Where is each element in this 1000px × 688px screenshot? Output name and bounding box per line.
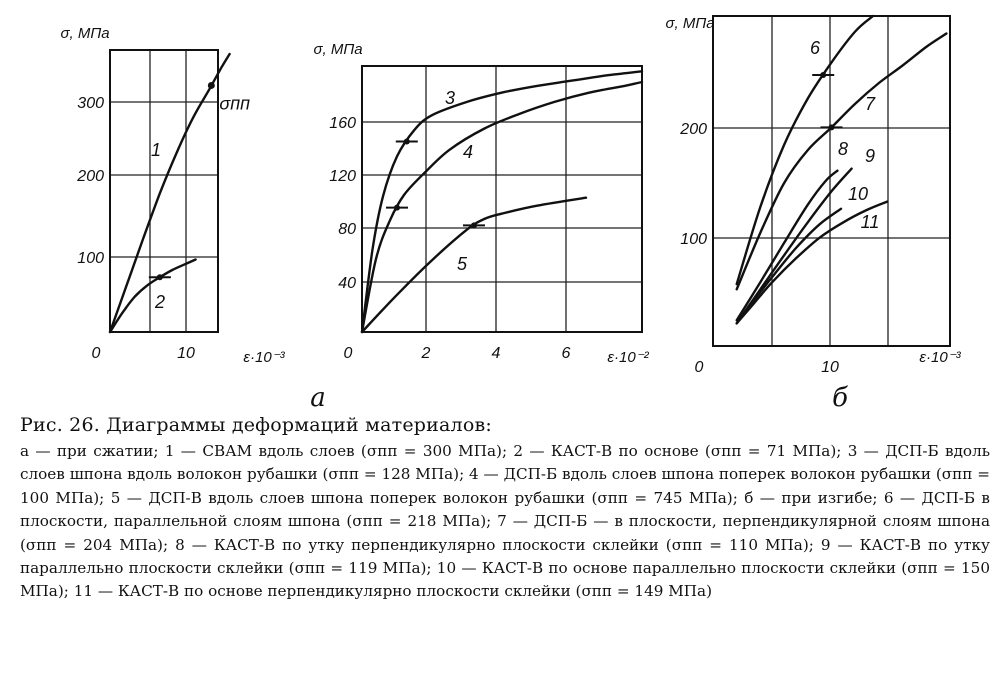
proportional-limit-marker: [208, 82, 215, 89]
series-curve-8: [737, 171, 838, 321]
series-label-4: 4: [462, 142, 474, 162]
limit-dot-7: [829, 124, 835, 130]
origin-label: 0: [694, 359, 704, 376]
series-curve-3: [362, 71, 642, 332]
series-label-1: 1: [150, 140, 162, 160]
series-label-5: 5: [456, 254, 468, 274]
series-label-7: 7: [864, 94, 876, 114]
series-curve-7: [737, 34, 947, 290]
annotation-label: σпп: [219, 93, 251, 114]
y-tick-label: 120: [329, 168, 356, 185]
series-label-3: 3: [444, 88, 456, 108]
y-axis-label: σ, МПа: [665, 15, 715, 32]
origin-label: 0: [343, 345, 353, 362]
limit-dot-4: [394, 205, 400, 211]
x-tick-label: 10: [177, 345, 195, 362]
y-tick-label: 100: [77, 250, 104, 267]
x-axis-label: ε·10⁻³: [243, 349, 285, 366]
series-label-10: 10: [847, 184, 869, 204]
y-tick-label: 80: [338, 221, 356, 238]
chart-panel-3: [665, 15, 961, 376]
panel-b-label: б: [832, 383, 848, 412]
series-label-11: 11: [860, 212, 880, 232]
series-label-8: 8: [837, 139, 849, 159]
series-label-9: 9: [864, 146, 876, 166]
series-label-6: 6: [809, 38, 821, 58]
y-tick-label: 300: [77, 95, 104, 112]
origin-label: 0: [91, 345, 101, 362]
y-axis-label: σ, МПа: [60, 25, 110, 42]
limit-dot-3: [404, 139, 410, 145]
x-tick-label: 4: [491, 345, 501, 362]
x-tick-label: 6: [561, 345, 571, 362]
chart-panel-1: [60, 25, 285, 366]
series-label-2: 2: [154, 292, 166, 312]
plot-frame: [713, 16, 950, 346]
x-axis-label: ε·10⁻²: [607, 349, 649, 366]
series-curve-6: [737, 16, 876, 284]
series-curve-5: [362, 198, 586, 332]
limit-dot-5: [471, 222, 477, 228]
figure-caption: [20, 414, 990, 604]
series-curve-1: [110, 54, 230, 332]
limit-dot-2: [157, 274, 163, 280]
y-tick-label: 40: [338, 275, 356, 292]
caption-title: Рис. 26. Диаграммы деформаций материалов:: [20, 414, 492, 436]
y-axis-label: σ, МПа: [313, 41, 363, 58]
caption-body: а — при сжатии; 1 — СВАМ вдоль слоев (σпп = 300 МПа); 2 — КАСТ-В по основе (σпп = 71 МПа); 3 — ДСП-Б вдоль слоев шпона вдоль волокон рубашки (σпп = 128 МПа); 4 — ДСП-Б вдоль слоев шпона поперек волокон рубашки (σпп = 100 МПа); 5 — ДСП-В вдоль слоев шпона поперек волокон рубашки (σпп = 745 МПа); б — при изгибе; 6 — ДСП-Б в плоскости, параллельной слоям шпона (σпп = 218 МПа); 7 — ДСП-Б — в плоскости, перпендикулярной слоям шпона (σпп = 204 МПа); 8 — КАСТ-В по утку перпендикулярно плоскости склейки (σпп = 110 МПа); 9 — КАСТ-В по утку параллельно плоскости склейки (σпп = 119 МПа); 10 — КАСТ-В по основе параллельно плоскости склейки (σпп = 150 МПа); 11 — КАСТ-В по основе перпендикулярно плоскости склейки (σпп = 149 МПа): [20, 442, 990, 601]
limit-dot-6: [820, 72, 826, 78]
x-tick-label: 10: [821, 359, 839, 376]
y-tick-label: 200: [680, 121, 707, 138]
y-tick-label: 100: [680, 231, 707, 248]
chart-panel-2: [313, 41, 649, 366]
y-tick-label: 200: [77, 168, 104, 185]
x-tick-label: 2: [421, 345, 431, 362]
panel-a-label: а: [310, 383, 326, 412]
plot-frame: [362, 66, 642, 332]
x-axis-label: ε·10⁻³: [919, 349, 961, 366]
y-tick-label: 160: [329, 115, 356, 132]
